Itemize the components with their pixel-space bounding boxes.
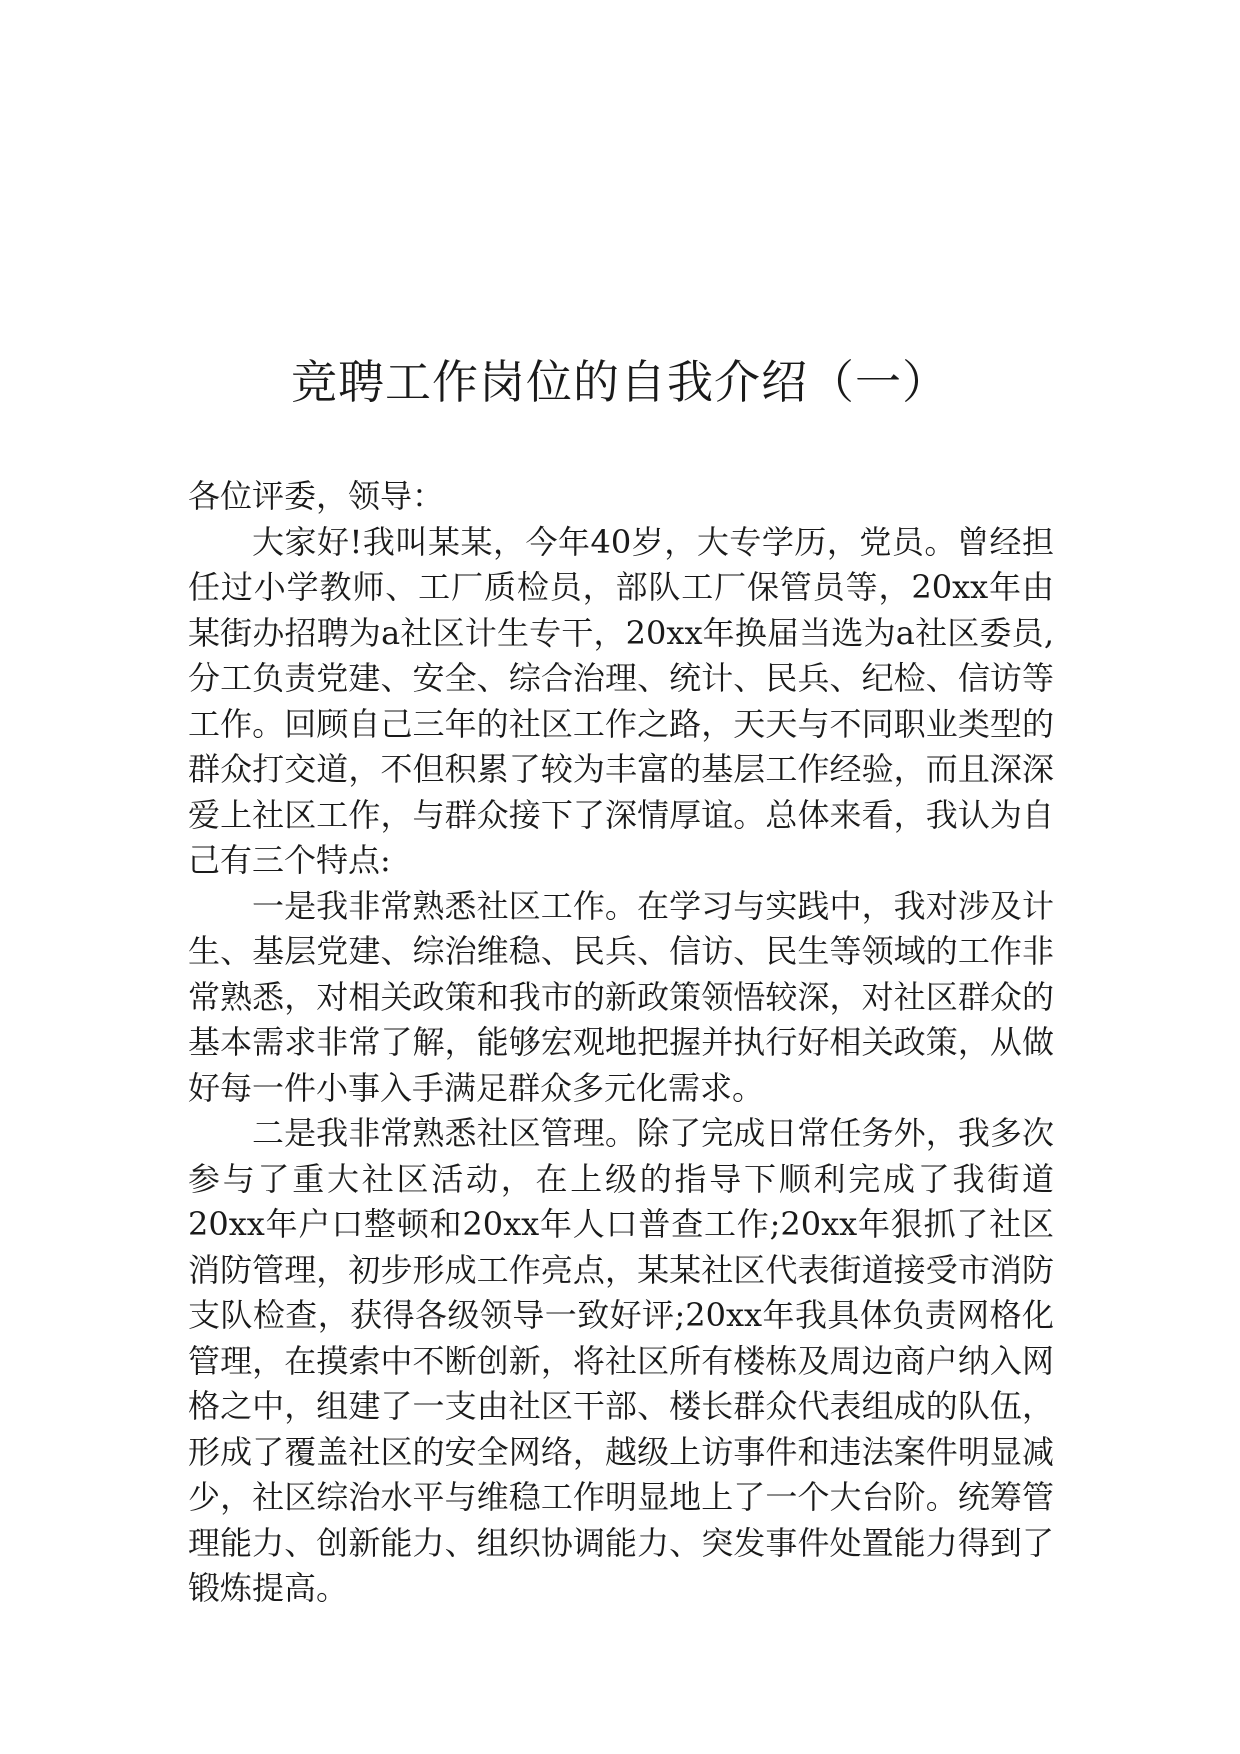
paragraph-point-two: 二是我非常熟悉社区管理。除了完成日常任务外，我多次参与了重大社区活动，在上级的指导下顺利完成了我街道20xx年户口整顿和20xx年人口普查工作;20xx年狠抓了社区消防管理，初步形成工作亮点，某某社区代表街道接受市消防支队检查，获得各级领导一致好评;20xx年我具体负责网格化管理，在摸索中不断创新，将社区所有楼栋及周边商户纳入网格之中，组建了一支由社区干部、楼长群众代表组成的队伍，形成了覆盖社区的安全网络，越级上访事件和违法案件明显减少，社区综治水平与维稳工作明显地上了一个大台阶。统筹管理能力、创新能力、组织协调能力、突发事件处置能力得到了锻炼提高。 [188,1114,1054,1607]
document-title: 竞聘工作岗位的自我介绍（一） [291,355,949,409]
salutation: 各位评委，领导： [188,477,445,515]
paragraph-point-one: 一是我非常熟悉社区工作。在学习与实践中，我对涉及计生、基层党建、综治维稳、民兵、信访、民生等领域的工作非常熟悉，对相关政策和我市的新政策领悟较深，对社区群众的基本需求非常了解，能够宏观地把握并执行好相关政策，从做好每一件小事入手满足群众多元化需求。 [188,886,1054,1107]
document-body [188,474,1054,1612]
paragraph-introduction: 大家好!我叫某某，今年40岁，大专学历，党员。曾经担任过小学教师、工厂质检员，部队工厂保管员等，20xx年由某街办招聘为a社区计生专干，20xx年换届当选为a社区委员,分工负责党建、安全、综合治理、统计、民兵、纪检、信访等工作。回顾自己三年的社区工作之路，天天与不同职业类型的群众打交道，不但积累了较为丰富的基层工作经验，而且深深爱上社区工作，与群众接下了深情厚谊。总体来看，我认为自己有三个特点: [188,522,1054,879]
